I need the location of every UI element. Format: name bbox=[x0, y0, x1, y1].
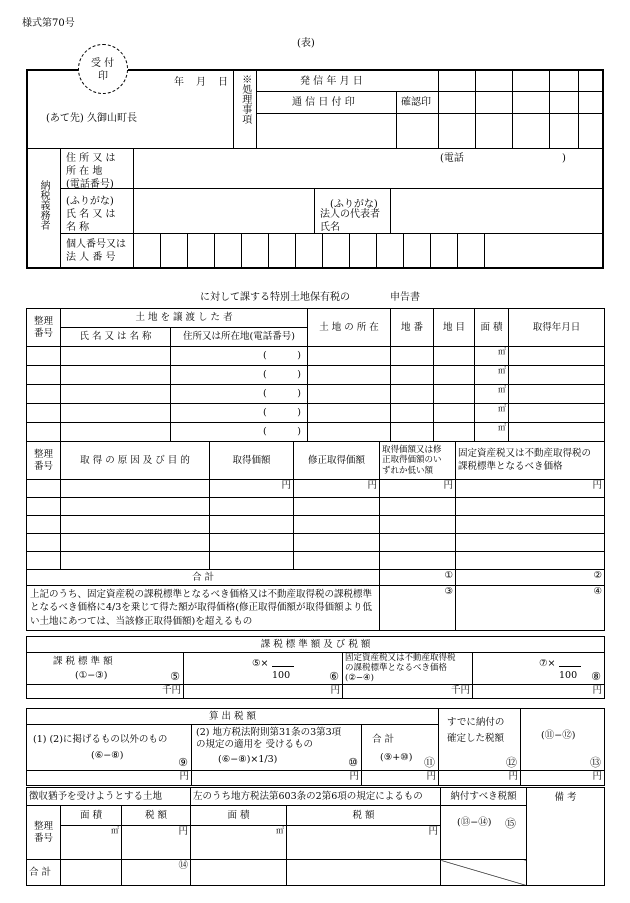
circle-13: ⑬ bbox=[590, 756, 602, 769]
circle-4: ④ bbox=[456, 586, 605, 631]
name-furigana: (ふりがな) bbox=[66, 196, 114, 207]
phone-close: ) bbox=[562, 153, 566, 164]
total-label: 合 計 bbox=[27, 860, 61, 886]
title-part1: に対して課する特別土地保有税の bbox=[200, 292, 350, 303]
rate2-den: 100 bbox=[559, 670, 578, 681]
id-label: 個人番号又は 法 人 番 号 bbox=[66, 239, 126, 263]
paren: ( bbox=[263, 426, 267, 438]
tax2-header: 税 額 bbox=[287, 806, 441, 826]
payable-cell bbox=[441, 806, 527, 860]
diff-cell bbox=[521, 709, 605, 771]
senyen-unit: 千円 bbox=[343, 685, 473, 699]
sum-cell bbox=[362, 725, 439, 771]
yen-unit: 円 bbox=[122, 826, 191, 860]
circle-14: ⑭ bbox=[122, 860, 191, 886]
paren: ) bbox=[297, 350, 302, 362]
addressee: (あて先) 久御山町長 bbox=[46, 113, 137, 124]
front-label: (表) bbox=[297, 38, 315, 49]
address-label: 住 所 又 は 所 在 地 (電話番号) bbox=[66, 153, 116, 190]
acq-date-header: 取得年月日 bbox=[509, 309, 605, 347]
yen-unit: 円 bbox=[210, 480, 294, 498]
circle-2: ② bbox=[456, 570, 605, 586]
sum-label: 合 計 bbox=[372, 734, 395, 745]
cause-header: 取 得 の 原 因 及 び 目 的 bbox=[61, 442, 210, 480]
transferor-header: 土 地 を 譲 渡 し た 者 bbox=[61, 309, 308, 328]
stamp-text: 受 付 bbox=[91, 58, 115, 69]
name-col-header: 氏 名 又 は 名 称 bbox=[61, 328, 171, 347]
rep-furigana: (ふりがな) bbox=[330, 199, 378, 210]
seiri-header: 整理 番号 bbox=[27, 442, 61, 480]
office-mark: ※処理事項 bbox=[239, 74, 251, 124]
table-row bbox=[27, 385, 605, 404]
bottom-table bbox=[26, 787, 605, 886]
phone-open: (電話 bbox=[440, 153, 464, 164]
payable-formula: (⑬−⑭) bbox=[457, 817, 492, 828]
deferral-label: 徴収猶予を受けようとする土地 bbox=[27, 788, 191, 806]
total-label: 合 計 bbox=[191, 571, 215, 583]
yen-unit: 円 bbox=[456, 480, 605, 498]
land-table bbox=[26, 308, 605, 442]
paren: ( bbox=[263, 350, 267, 362]
std-label: 課 税 標 準 額 bbox=[53, 656, 113, 667]
c2-cell bbox=[192, 725, 362, 771]
circle-9: ⑨ bbox=[178, 756, 188, 769]
rep-label: 法人の代表者 氏名 bbox=[320, 209, 380, 233]
date-month: 月 bbox=[196, 77, 206, 88]
area2-header: 面 積 bbox=[191, 806, 287, 826]
fixed-label: 固定資産税又は不動産取得税 の課税標準となるべき価格 (②−④) bbox=[343, 653, 473, 685]
circle-15: ⑮ bbox=[505, 817, 517, 830]
yen-unit: 円 bbox=[521, 771, 605, 786]
paren: ) bbox=[297, 388, 302, 400]
circle-3: ③ bbox=[380, 586, 456, 631]
table-row bbox=[27, 347, 605, 366]
table-row bbox=[27, 534, 605, 552]
reception-stamp bbox=[78, 44, 128, 94]
circle-5: ⑤ bbox=[170, 670, 180, 683]
sqm-unit: ㎡ bbox=[61, 826, 122, 860]
sqm-unit: ㎡ bbox=[475, 423, 509, 442]
senyen-unit: 千円 bbox=[27, 685, 184, 699]
circle-8: ⑧ bbox=[591, 670, 602, 683]
rate2-top: ⑦× bbox=[539, 658, 556, 669]
area-header: 面 積 bbox=[61, 806, 122, 826]
circle-6: ⑥ bbox=[329, 670, 339, 683]
circle-1: ① bbox=[380, 570, 456, 586]
paid-cell bbox=[439, 709, 521, 771]
yen-unit: 円 bbox=[184, 685, 343, 699]
table-row bbox=[27, 404, 605, 423]
yen-unit: 円 bbox=[439, 771, 521, 786]
location-header: 土 地 の 所 在 bbox=[308, 309, 391, 347]
yen-unit: 円 bbox=[27, 771, 192, 786]
fixed-std-header: 固定資産税又は不動産取得税の 課税標準となるべき価格 bbox=[456, 442, 605, 480]
sum-formula: (⑨+⑩) bbox=[380, 752, 413, 763]
paren: ) bbox=[297, 426, 302, 438]
tax-std-header: 課 税 標 準 額 及 び 税 額 bbox=[27, 637, 605, 653]
sent-date-label: 発 信 年 月 日 bbox=[300, 76, 363, 87]
diagonal-cell bbox=[441, 860, 527, 886]
title-part2: 申告書 bbox=[390, 292, 420, 303]
sqm-unit: ㎡ bbox=[475, 404, 509, 423]
seiri-header: 整理 番号 bbox=[27, 309, 61, 347]
circle-12: ⑫ bbox=[506, 756, 518, 769]
form-number: 様式第70号 bbox=[22, 18, 75, 29]
tax-standard-table bbox=[26, 636, 605, 699]
circle-11: ⑪ bbox=[424, 756, 436, 769]
sqm-unit: ㎡ bbox=[475, 347, 509, 366]
confirm-label: 確認印 bbox=[401, 97, 431, 108]
rate1-den: 100 bbox=[272, 670, 291, 681]
yen-unit: 円 bbox=[287, 826, 441, 860]
date-day: 日 bbox=[218, 77, 228, 88]
paren: ) bbox=[297, 369, 302, 381]
c1-cell bbox=[27, 725, 192, 771]
sqm-unit: ㎡ bbox=[475, 366, 509, 385]
art603-label: 左のうち地方税法第603条の2第6項の規定によるもの bbox=[191, 788, 441, 806]
paren: ) bbox=[297, 407, 302, 419]
c1-formula: (⑥−⑧) bbox=[91, 750, 124, 761]
taxpayer-label: 納税義務者 bbox=[38, 180, 49, 230]
yen-unit: 円 bbox=[362, 771, 439, 786]
rate2-cell bbox=[473, 653, 605, 685]
name-label: 氏 名 又 は 名 称 bbox=[66, 209, 116, 233]
note-text: 上記のうち、固定資産税の課税標準となるべき価格又は不動産取得税の課税標準となるべき価格に4/3を乗じて得た額が取得価格(修正取得価額が取得価額より低い土地にあつては、当該修正取得価額)を超えるもの bbox=[27, 586, 380, 631]
stamp-text: 印 bbox=[98, 71, 108, 82]
total-row bbox=[27, 570, 380, 586]
diff-formula: (⑪−⑫) bbox=[541, 730, 576, 741]
yen-unit: 円 bbox=[473, 685, 605, 699]
yen-unit: 円 bbox=[294, 480, 380, 498]
table-row bbox=[27, 516, 605, 534]
paren: ( bbox=[263, 407, 267, 419]
paid-label: すでに納付の 確定した税額 bbox=[447, 717, 505, 745]
lower-header: 取得価額又は修 正取得価額のい ずれか低い額 bbox=[380, 442, 456, 480]
table-row bbox=[27, 552, 605, 570]
tax-header: 税 額 bbox=[122, 806, 191, 826]
paren: ( bbox=[263, 369, 267, 381]
calc-header: 算 出 税 額 bbox=[27, 709, 439, 725]
table-row bbox=[27, 366, 605, 385]
price-header: 取得価額 bbox=[210, 442, 294, 480]
category-header: 地 目 bbox=[434, 309, 475, 347]
lot-header: 地 番 bbox=[391, 309, 434, 347]
c2-formula: (⑥−⑧)×1/3) bbox=[218, 754, 278, 765]
comm-date-label: 通 信 日 付 印 bbox=[292, 97, 355, 108]
sqm-unit: ㎡ bbox=[191, 826, 287, 860]
table-row bbox=[27, 498, 605, 516]
addr-col-header: 住所又は所在地(電話番号) bbox=[171, 328, 308, 347]
std-cell bbox=[27, 653, 184, 685]
paren: ( bbox=[263, 388, 267, 400]
circle-10: ⑩ bbox=[348, 756, 358, 769]
payable-label: 納付すべき税額 bbox=[441, 788, 527, 806]
area-header: 面 積 bbox=[475, 309, 509, 347]
rate1-cell bbox=[184, 653, 343, 685]
table-row bbox=[27, 423, 605, 442]
c2-label: (2) 地方税法附則第31条の3第3項 の規定の適用を 受けるもの bbox=[196, 727, 342, 751]
calc-table bbox=[26, 708, 605, 786]
seiri-header: 整理 番号 bbox=[27, 806, 61, 860]
yen-unit: 円 bbox=[380, 480, 456, 498]
date-year: 年 bbox=[174, 77, 184, 88]
rate1-top: ⑤× bbox=[252, 658, 269, 669]
table-row bbox=[27, 480, 605, 498]
c1-label: (1) (2)に掲げるもの以外のもの bbox=[33, 734, 168, 745]
acquisition-table bbox=[26, 441, 605, 631]
std-formula: (①−③) bbox=[75, 670, 108, 681]
mod-price-header: 修正取得価額 bbox=[294, 442, 380, 480]
yen-unit: 円 bbox=[192, 771, 362, 786]
sqm-unit: ㎡ bbox=[475, 385, 509, 404]
remarks-label: 備 考 bbox=[527, 788, 605, 886]
